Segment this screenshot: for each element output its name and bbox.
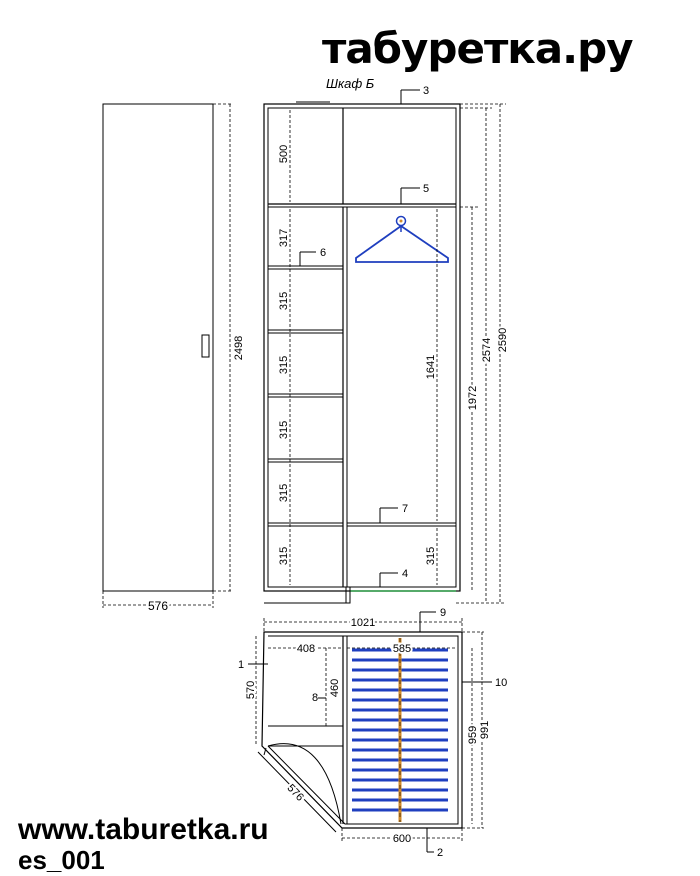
callout-3: 3 [423, 85, 430, 97]
callout-7: 7 [402, 503, 409, 515]
dim-top-section: 500 [278, 144, 290, 164]
callout-9: 9 [440, 607, 447, 619]
cabinet-frame [264, 104, 460, 591]
callout-10: 10 [495, 677, 508, 689]
dim-side-height: 2498 [233, 335, 245, 361]
dim-plan-depth-inner: 959 [467, 725, 479, 745]
hanger-icon [356, 217, 448, 263]
dim-plan-depth-left: 570 [245, 680, 257, 700]
website-url: www.taburetka.ru [18, 813, 269, 846]
dim-plan-shelf-depth: 460 [329, 678, 341, 698]
dim-shelf-2: 315 [278, 291, 290, 311]
dim-plan-depth-outer: 991 [479, 720, 491, 740]
callout-1: 1 [238, 659, 245, 671]
door-handle-icon [202, 335, 209, 357]
drawing-subtitle: Шкаф Б [326, 76, 375, 91]
callout-4: 4 [402, 568, 409, 580]
dim-plan-bottom-width: 600 [392, 833, 412, 845]
dim-plan-diag: 576 [284, 782, 306, 804]
callout-8: 8 [312, 692, 319, 704]
dim-hanging-height: 1641 [425, 354, 437, 380]
corner-door-arc [268, 744, 341, 824]
brand-title: табуретка.ру [322, 24, 633, 73]
dim-1972: 1972 [467, 385, 479, 411]
side-view [103, 104, 245, 613]
dim-plan-width-right: 585 [392, 643, 412, 655]
dim-bottom-drawer: 315 [425, 546, 437, 566]
callout-6: 6 [320, 247, 327, 259]
drawing-code: es_001 [18, 845, 105, 875]
callout-5: 5 [423, 183, 430, 195]
dim-shelf-6: 315 [278, 546, 290, 566]
dim-2574: 2574 [481, 337, 493, 363]
dim-side-depth: 576 [147, 599, 169, 613]
dim-shelf-4: 315 [278, 420, 290, 440]
front-view [264, 85, 509, 603]
hanger-rails [352, 638, 448, 822]
dim-plan-width-total: 1021 [350, 617, 376, 629]
dim-shelf-3: 315 [278, 355, 290, 375]
plan-view [238, 607, 507, 859]
dim-shelf-5: 315 [278, 483, 290, 503]
callout-2: 2 [437, 847, 444, 859]
dim-plan-width-left: 408 [296, 643, 316, 655]
side-panel [103, 104, 213, 591]
dim-shelf-1: 317 [278, 228, 290, 248]
dim-2590: 2590 [497, 327, 509, 353]
